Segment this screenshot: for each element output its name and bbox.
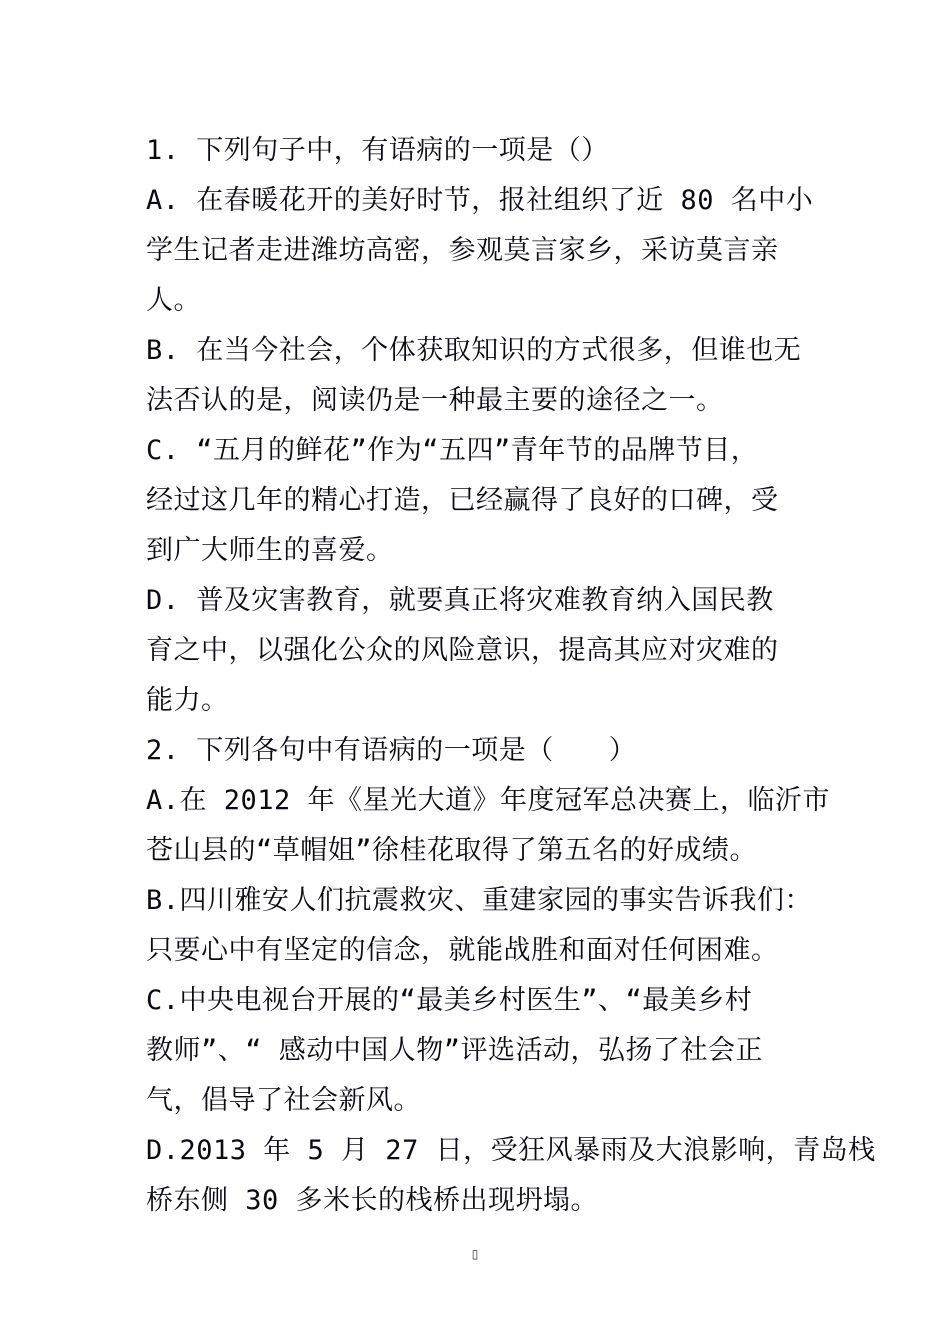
question-1-option-d [146, 576, 816, 726]
page-footer-mark: ▯ [471, 1247, 479, 1261]
option-line: 学生记者走进潍坊高密，参观莫言家乡，采访莫言亲 [146, 235, 779, 266]
option-line: 只要心中有坚定的信念，就能战胜和面对任何困难。 [146, 935, 779, 966]
option-line: D.2013 年 5 月 27 日，受狂风暴雨及大浪影响，青岛栈 [146, 1135, 876, 1166]
option-line: 人。 [146, 285, 201, 316]
option-line: C. “五月的鲜花”作为“五四”青年节的品牌节目， [146, 435, 759, 466]
option-line: 经过这几年的精心打造，已经赢得了良好的口碑，受 [146, 485, 779, 516]
option-line: 到广大师生的喜爱。 [146, 535, 394, 566]
question-1-stem: 1. 下列句子中，有语病的一项是（） [146, 135, 609, 166]
question-2-option-b [146, 876, 816, 976]
question-2-option-a [146, 776, 831, 876]
option-line: 苍山县的“草帽姐”徐桂花取得了第五名的好成绩。 [146, 835, 758, 866]
option-line: B.四川雅安人们抗震救灾、重建家园的事实告诉我们： [146, 885, 813, 916]
option-line: C.中央电视台开展的“最美乡村医生”、“最美乡村 [146, 985, 753, 1016]
question-2-stem: 2. 下列各句中有语病的一项是（ ） [146, 735, 637, 766]
question-2-option-d [146, 1126, 876, 1226]
option-line: 能力。 [146, 685, 229, 716]
option-line: D. 普及灾害教育，就要真正将灾难教育纳入国民教 [146, 585, 774, 616]
question-2 [146, 726, 876, 1226]
option-line: A.在 2012 年《星光大道》年度冠军总决赛上，临沂市 [146, 785, 831, 816]
question-1-option-b [146, 326, 816, 426]
document-body [146, 126, 876, 1226]
question-1-option-c [146, 426, 816, 576]
option-line: 桥东侧 30 多米长的栈桥出现坍塌。 [146, 1185, 599, 1216]
question-2-option-c [146, 976, 816, 1126]
option-line: 气，倡导了社会新风。 [146, 1085, 421, 1116]
option-line: 教师”、“ 感动中国人物”评选活动，弘扬了社会正 [146, 1035, 764, 1066]
option-line: B. 在当今社会，个体获取知识的方式很多，但谁也无 [146, 335, 802, 366]
option-line: A. 在春暖花开的美好时节，报社组织了近 80 名中小 [146, 185, 814, 216]
option-line: 育之中，以强化公众的风险意识，提高其应对灾难的 [146, 635, 779, 666]
question-1-option-a [146, 176, 816, 326]
option-line: 法否认的是，阅读仍是一种最主要的途径之一。 [146, 385, 724, 416]
question-1 [146, 126, 816, 726]
